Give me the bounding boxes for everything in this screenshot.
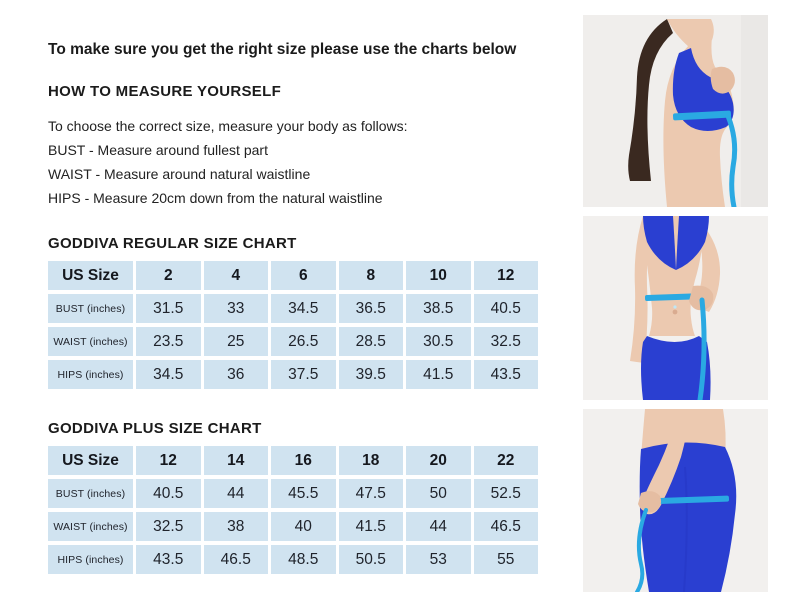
regular-bust-value: 36.5 [339,294,404,323]
regular-size-header: 10 [406,261,471,290]
regular-size-header: 4 [204,261,269,290]
plus-size-header: 16 [271,446,336,475]
plus-size-header: 18 [339,446,404,475]
plus-bust-value: 47.5 [339,479,404,508]
regular-waist-value: 26.5 [271,327,336,356]
measure-line-waist: WAIST - Measure around natural waistline [48,166,311,182]
regular-hips-value: 37.5 [271,360,336,389]
regular-bust-value: 34.5 [271,294,336,323]
plus-bust-label: BUST (inches) [48,479,133,508]
plus-bust-value: 50 [406,479,471,508]
regular-chart-heading: GODDIVA REGULAR SIZE CHART [48,235,297,252]
plus-waist-value: 32.5 [136,512,201,541]
plus-hips-label: HIPS (inches) [48,545,133,574]
regular-size-header: 6 [271,261,336,290]
plus-header-us-size: US Size [48,446,133,475]
plus-waist-value: 38 [204,512,269,541]
plus-size-header: 12 [136,446,201,475]
regular-waist-value: 30.5 [406,327,471,356]
plus-waist-value: 44 [406,512,471,541]
regular-size-header: 2 [136,261,201,290]
plus-chart-heading: GODDIVA PLUS SIZE CHART [48,420,262,437]
regular-hips-value: 43.5 [474,360,539,389]
regular-bust-value: 40.5 [474,294,539,323]
plus-waist-value: 40 [271,512,336,541]
regular-waist-value: 28.5 [339,327,404,356]
regular-size-table [48,261,538,389]
plus-hips-value: 46.5 [204,545,269,574]
regular-hips-label: HIPS (inches) [48,360,133,389]
measure-line-hips: HIPS - Measure 20cm down from the natural waistline [48,190,383,206]
regular-bust-value: 33 [204,294,269,323]
plus-hips-value: 43.5 [136,545,201,574]
regular-hips-value: 36 [204,360,269,389]
regular-size-header: 8 [339,261,404,290]
plus-size-header: 14 [204,446,269,475]
regular-hips-value: 34.5 [136,360,201,389]
regular-waist-value: 23.5 [136,327,201,356]
plus-bust-value: 52.5 [474,479,539,508]
plus-hips-value: 48.5 [271,545,336,574]
measure-line-bust: BUST - Measure around fullest part [48,142,268,158]
how-to-measure-heading: HOW TO MEASURE YOURSELF [48,83,282,100]
regular-waist-label: WAIST (inches) [48,327,133,356]
regular-size-header: 12 [474,261,539,290]
plus-hips-value: 50.5 [339,545,404,574]
regular-hips-value: 41.5 [406,360,471,389]
waist-measurement-photo [583,216,768,400]
size-guide-content [48,40,538,574]
regular-bust-label: BUST (inches) [48,294,133,323]
regular-waist-value: 32.5 [474,327,539,356]
regular-bust-value: 38.5 [406,294,471,323]
intro-title: To make sure you get the right size please use the charts below [48,41,517,58]
hips-measurement-photo [583,409,768,592]
plus-size-table [48,446,538,574]
regular-hips-value: 39.5 [339,360,404,389]
bust-measurement-photo [583,15,768,207]
regular-waist-value: 25 [204,327,269,356]
plus-waist-value: 41.5 [339,512,404,541]
plus-waist-value: 46.5 [474,512,539,541]
plus-hips-value: 53 [406,545,471,574]
measure-intro-line: To choose the correct size, measure your body as follows: [48,118,408,134]
plus-bust-value: 40.5 [136,479,201,508]
plus-size-header: 22 [474,446,539,475]
regular-header-us-size: US Size [48,261,133,290]
plus-size-header: 20 [406,446,471,475]
plus-bust-value: 45.5 [271,479,336,508]
plus-waist-label: WAIST (inches) [48,512,133,541]
regular-bust-value: 31.5 [136,294,201,323]
measurement-photo-column [583,15,768,592]
plus-hips-value: 55 [474,545,539,574]
plus-bust-value: 44 [204,479,269,508]
